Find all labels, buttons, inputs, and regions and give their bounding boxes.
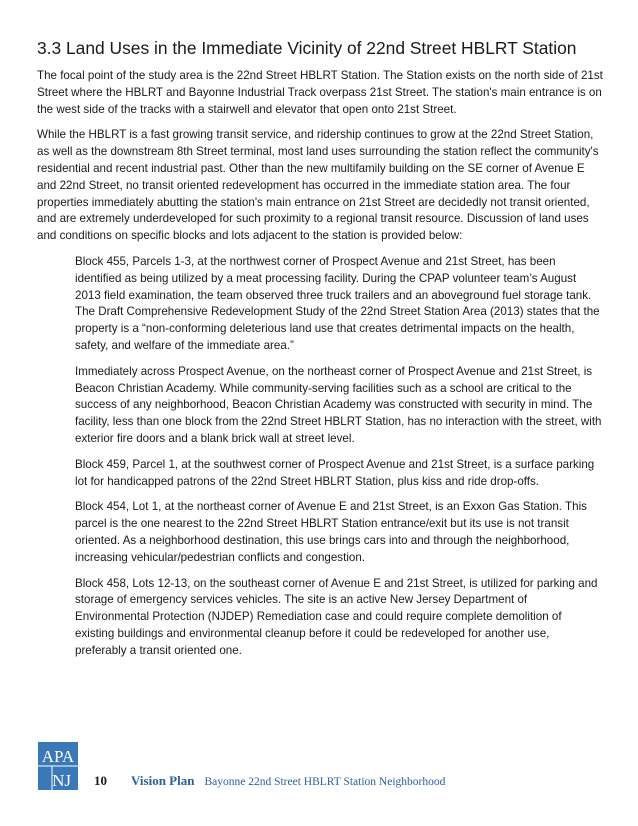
- block-458-paragraph: Block 458, Lots 12-13, on the southeast corner of Avenue E and 21st Street, is utilized for parking and storage of emergency services vehicles. The site is an active New Jersey Department of Environmental Protection (NJDEP) Remediation case and could require complete demolition of existing buildings and environmental cleanup before it could be redeveloped for another use, preferably a transit oriented one.: [75, 576, 598, 657]
- block-455-paragraph: Block 455, Parcels 1-3, at the northwest corner of Prospect Avenue and 21st Street, has been identified as being utilized by a meat processing facility. During the CPAP volunteer team’s August 2013 field examination, the team observed three truck trailers and an aboveground fuel storage tank. The Draft Comprehensive Redevelopment Study of the 22nd Street Station Area (2013) states that the property is a “non-conforming deleterious land use that creates detrimental impacts on the health, safety, and welfare of the immediate area.”: [75, 254, 600, 352]
- page-footer: [38, 742, 598, 792]
- block-459-paragraph: Block 459, Parcel 1, at the southwest corner of Prospect Avenue and 21st Street, is a surface parking lot for handicapped patrons of the 22nd Street HBLRT Station, plus kiss and ride drop-offs.: [75, 457, 595, 488]
- section-heading: 3.3 Land Uses in the Immediate Vicinity of 22nd Street HBLRT Station: [37, 38, 577, 58]
- footer-text: [94, 772, 445, 790]
- body-text: [37, 68, 603, 669]
- logo-text-bottom: NJ: [52, 771, 71, 790]
- beacon-academy-paragraph: Immediately across Prospect Avenue, on the northeast corner of Prospect Avenue and 21st Street, is Beacon Christian Academy. While community-serving facilities such as a school are critical to the success of any neighborhood, Beacon Christian Academy was constructed with security in mind. The facility, less than one block from the 22nd Street HBLRT Station, has no interaction with the street, with exterior fire doors and a blank brick wall at street level.: [75, 364, 602, 445]
- page-number: 10: [94, 773, 107, 788]
- document-subtitle: Bayonne 22nd Street HBLRT Station Neighborhood: [204, 776, 446, 788]
- apa-nj-logo-mark: [38, 742, 78, 790]
- apa-nj-logo: [38, 742, 78, 790]
- document-title: Vision Plan: [131, 773, 195, 788]
- block-454-paragraph: Block 454, Lot 1, at the northeast corner of Avenue E and 21st Street, is an Exxon Gas Station. This parcel is the one nearest to the 22nd Street HBLRT Station entrance/exit but its use is not transit oriented. As a neighborhood destination, this use brings cars into and through the neighborhood, increasing vehicular/pedestrian conflicts and congestion.: [75, 500, 587, 564]
- intro-paragraph: The focal point of the study area is the 22nd Street HBLRT Station. The Station exists on the north side of 21st Street where the HBLRT and Bayonne Industrial Track overpass 21st Street. The station's main entrance is on the west side of the tracks with a stairwell and elevator that open onto 21st Street.: [37, 69, 603, 116]
- context-paragraph: While the HBLRT is a fast growing transit service, and ridership continues to grow at the 22nd Street Station, as well as the downstream 8th Street terminal, most land uses surrounding the station reflect the community's residential and recent industrial past. Other than the new multifamily building on the SE corner of Avenue E and 22nd Street, no transit oriented redevelopment has occurred in the immediate station area. The four properties immediately abutting the station's main entrance on 21st Street are decidedly not transit oriented, and are extremely underdeveloped for such proximity to a regional transit resource. Discussion of land uses and conditions on specific blocks and lots adjacent to the station is provided below:: [37, 128, 599, 243]
- logo-text-top: APA: [41, 747, 75, 766]
